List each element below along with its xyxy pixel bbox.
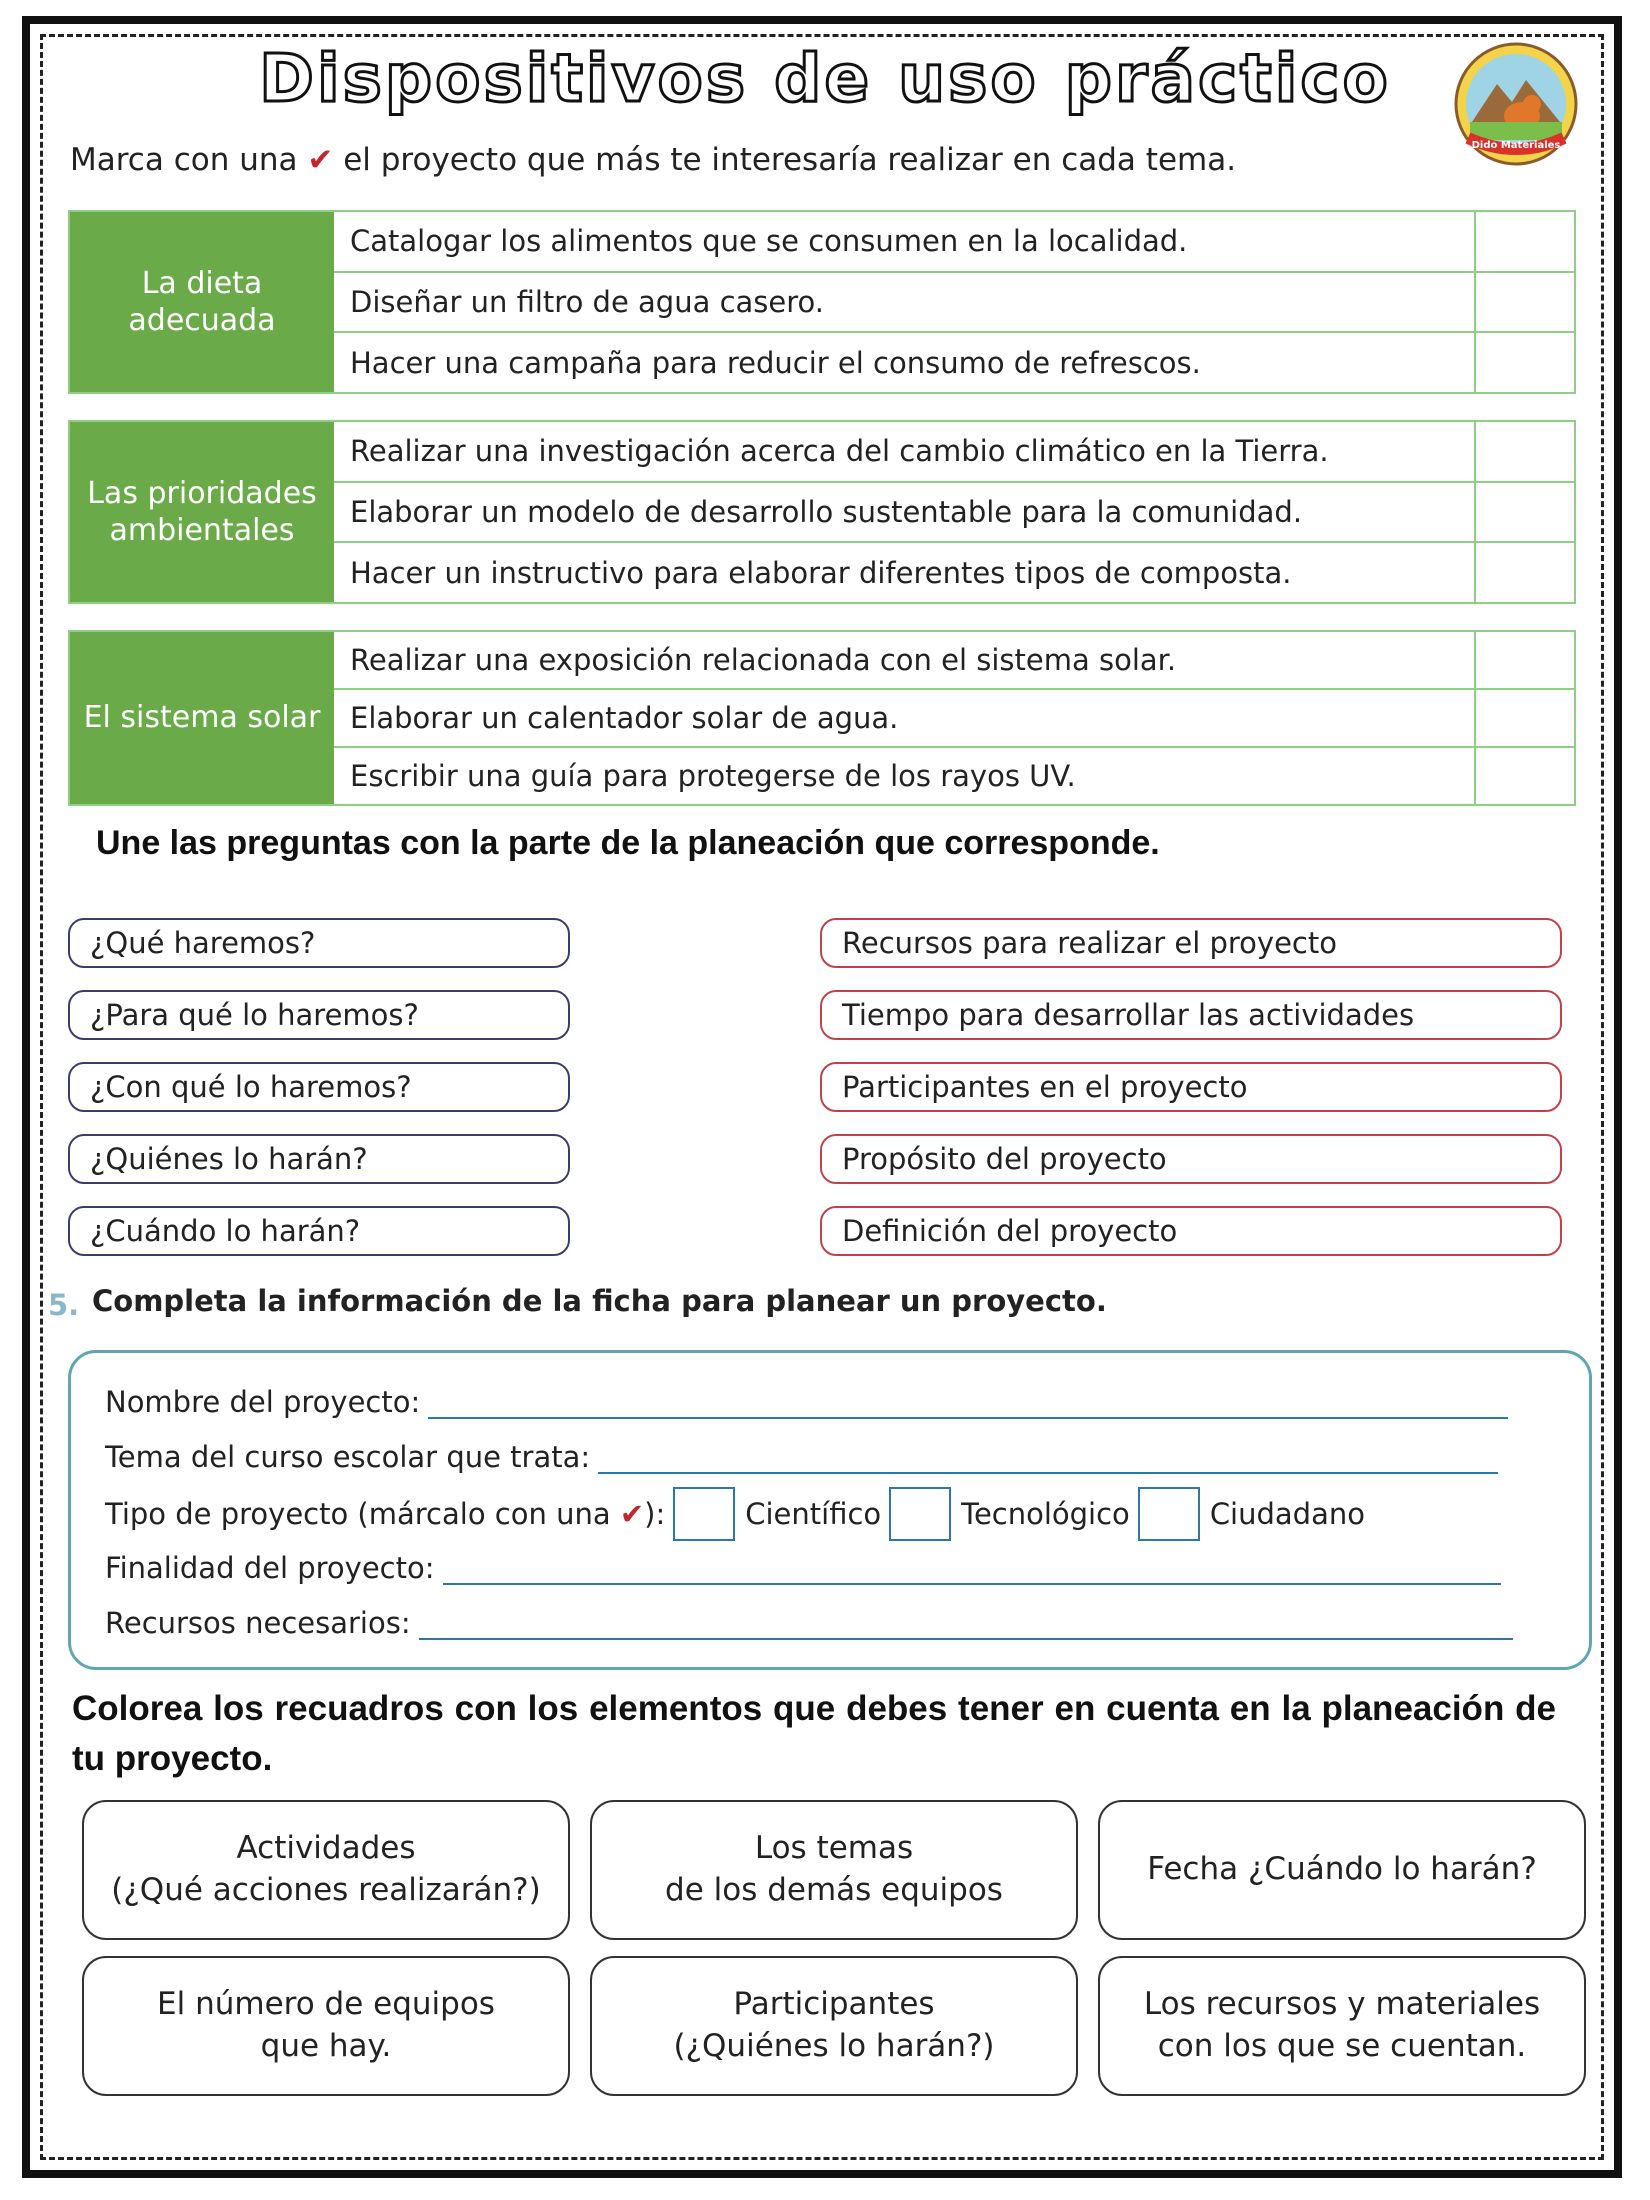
finalidad-field[interactable]	[443, 1555, 1501, 1585]
question-pill[interactable]: ¿Para qué lo haremos?	[68, 990, 570, 1040]
form-row-recursos	[105, 1606, 1513, 1640]
project-row[interactable]: Hacer un instructivo para elaborar diferentes tipos de composta.	[334, 543, 1574, 602]
checkbox-cell[interactable]	[1474, 273, 1574, 332]
checkbox-ciudadano[interactable]	[1138, 1487, 1200, 1541]
dido-logo	[1452, 40, 1580, 168]
project-row[interactable]: Realizar una exposición relacionada con el sistema solar.	[334, 632, 1574, 690]
project-row[interactable]: Catalogar los alimentos que se consumen en la localidad.	[334, 212, 1574, 273]
element-card[interactable]: Fecha ¿Cuándo lo harán?	[1098, 1800, 1586, 1940]
topic-category: El sistema solar	[70, 632, 334, 804]
field-label: Finalidad del proyecto:	[105, 1551, 435, 1585]
checkbox-cell[interactable]	[1474, 690, 1574, 746]
topic-table-ambientales	[68, 420, 1576, 604]
form-row-tema	[105, 1440, 1498, 1474]
element-card[interactable]: El número de equipos que hay.	[82, 1956, 570, 2096]
nombre-field[interactable]	[428, 1389, 1508, 1419]
project-row[interactable]: Diseñar un filtro de agua casero.	[334, 273, 1574, 334]
answer-pill[interactable]: Tiempo para desarrollar las actividades	[820, 990, 1562, 1040]
field-label: Tema del curso escolar que trata:	[105, 1440, 591, 1474]
checkbox-cell[interactable]	[1474, 632, 1574, 688]
project-form	[68, 1350, 1592, 1670]
page-title: Dispositivos de uso práctico	[259, 40, 1391, 117]
section3-number: 5.	[48, 1288, 80, 1322]
field-label: Recursos necesarios:	[105, 1606, 411, 1640]
checkbox-cell[interactable]	[1474, 483, 1574, 542]
question-pill[interactable]: ¿Quiénes lo harán?	[68, 1134, 570, 1184]
tema-field[interactable]	[598, 1444, 1498, 1474]
field-label: Tipo de proyecto (márcalo con una ✔):	[105, 1497, 666, 1531]
checkbox-cell[interactable]	[1474, 422, 1574, 481]
section4-instruction: Colorea los recuadros con los elementos que debes tener en cuenta en la planeación de tu proyecto.	[72, 1689, 1556, 1778]
topic-table-sistema-solar	[68, 630, 1576, 806]
checkbox-cientifico[interactable]	[673, 1487, 735, 1541]
checkbox-tecnologico[interactable]	[889, 1487, 951, 1541]
checkbox-cell[interactable]	[1474, 748, 1574, 804]
section1-instruction: Marca con una ✔ el proyecto que más te interesaría realizar en cada tema.	[70, 142, 1237, 178]
project-row[interactable]: Elaborar un modelo de desarrollo sustentable para la comunidad.	[334, 483, 1574, 544]
project-row[interactable]: Elaborar un calentador solar de agua.	[334, 690, 1574, 748]
element-card[interactable]: Participantes (¿Quiénes lo harán?)	[590, 1956, 1078, 2096]
option-label: Ciudadano	[1209, 1497, 1365, 1531]
form-row-finalidad	[105, 1551, 1501, 1585]
project-row[interactable]: Realizar una investigación acerca del cambio climático en la Tierra.	[334, 422, 1574, 483]
form-row-nombre	[105, 1385, 1508, 1419]
project-row[interactable]: Hacer una campaña para reducir el consumo de refrescos.	[334, 333, 1574, 392]
section2-instruction: Une las preguntas con la parte de la planeación que corresponde.	[96, 824, 1160, 862]
project-row[interactable]: Escribir una guía para protegerse de los rayos UV.	[334, 748, 1574, 804]
question-pill[interactable]: ¿Con qué lo haremos?	[68, 1062, 570, 1112]
element-card[interactable]: Los recursos y materiales con los que se cuentan.	[1098, 1956, 1586, 2096]
topic-category: La dieta adecuada	[70, 212, 334, 392]
element-card[interactable]: Los temas de los demás equipos	[590, 1800, 1078, 1940]
check-icon: ✔	[307, 142, 334, 178]
option-label: Científico	[745, 1497, 882, 1531]
question-pill[interactable]: ¿Cuándo lo harán?	[68, 1206, 570, 1256]
option-label: Tecnológico	[961, 1497, 1130, 1531]
element-card[interactable]: Actividades (¿Qué acciones realizarán?)	[82, 1800, 570, 1940]
answer-pill[interactable]: Participantes en el proyecto	[820, 1062, 1562, 1112]
field-label: Nombre del proyecto:	[105, 1385, 421, 1419]
checkbox-cell[interactable]	[1474, 543, 1574, 602]
section3-instruction: Completa la información de la ficha para planear un proyecto.	[92, 1284, 1107, 1318]
recursos-field[interactable]	[419, 1610, 1513, 1640]
logo-text: Dido Materiales	[1471, 140, 1561, 151]
answer-pill[interactable]: Propósito del proyecto	[820, 1134, 1562, 1184]
checkbox-cell[interactable]	[1474, 212, 1574, 271]
topic-table-dieta	[68, 210, 1576, 394]
topic-category: Las prioridades ambientales	[70, 422, 334, 602]
question-pill[interactable]: ¿Qué haremos?	[68, 918, 570, 968]
checkbox-cell[interactable]	[1474, 333, 1574, 392]
check-icon: ✔	[619, 1497, 645, 1531]
answer-pill[interactable]: Recursos para realizar el proyecto	[820, 918, 1562, 968]
answer-pill[interactable]: Definición del proyecto	[820, 1206, 1562, 1256]
form-row-tipo	[105, 1487, 1365, 1541]
